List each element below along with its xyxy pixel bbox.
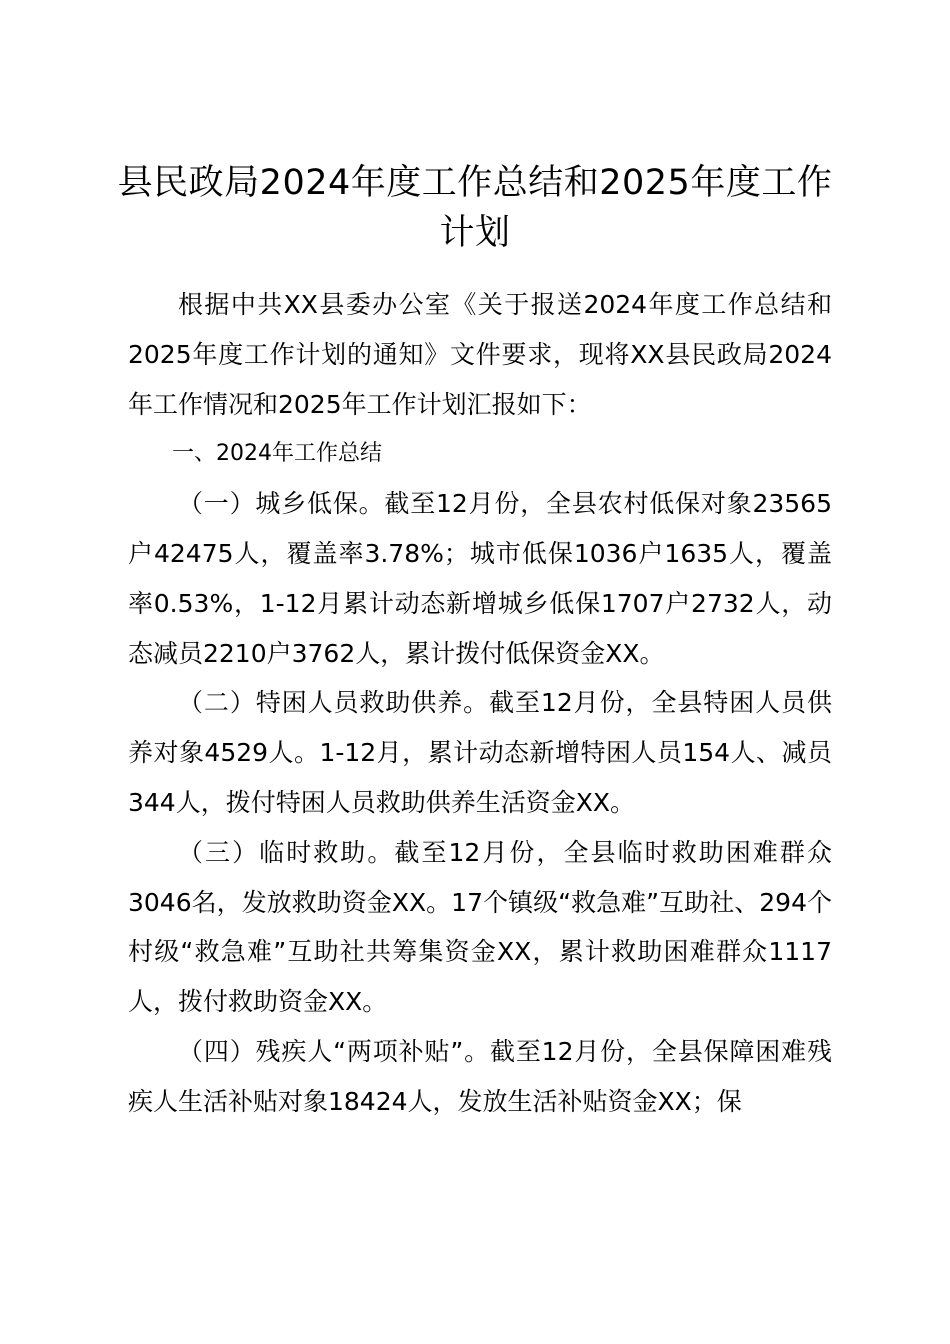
section-heading: 一、2024年工作总结 bbox=[172, 441, 382, 467]
paragraph-subsistence-allowance: （一）城乡低保。截至12月份，全县农村低保对象23565户42475人，覆盖率3.78%；城市低保1036户1635人，覆盖率0.53%，1-12月累计动态新增城乡低保1707户2732人，动态减员2210户3762人，累计拨付低保资金XX。 bbox=[128, 489, 832, 668]
paragraph-disability-subsidies: （四）残疾人“两项补贴”。截至12月份，全县保障困难残疾人生活补贴对象18424人，发放生活补贴资金XX；保 bbox=[128, 1036, 832, 1116]
document-title: 县民政局2024年度工作总结和2025年度工作计划 bbox=[117, 163, 833, 253]
intro-paragraph: 根据中共XX县委办公室《关于报送2024年度工作总结和2025年度工作计划的通知》文件要求，现将XX县民政局2024年工作情况和2025年工作计划汇报如下： bbox=[128, 290, 832, 419]
document-body bbox=[128, 280, 832, 1127]
paragraph-extreme-poverty-support: （二）特困人员救助供养。截至12月份，全县特困人员供养对象4529人。1-12月，累计动态新增特困人员154人、减员344人，拨付特困人员救助供养生活资金XX。 bbox=[128, 688, 832, 817]
paragraph-temporary-assistance: （三）临时救助。截至12月份，全县临时救助困难群众3046名，发放救助资金XX。17个镇级“救急难”互助社、294个村级“救急难”互助社共筹集资金XX，累计救助困难群众1117人，拨付救助资金XX。 bbox=[128, 837, 832, 1017]
